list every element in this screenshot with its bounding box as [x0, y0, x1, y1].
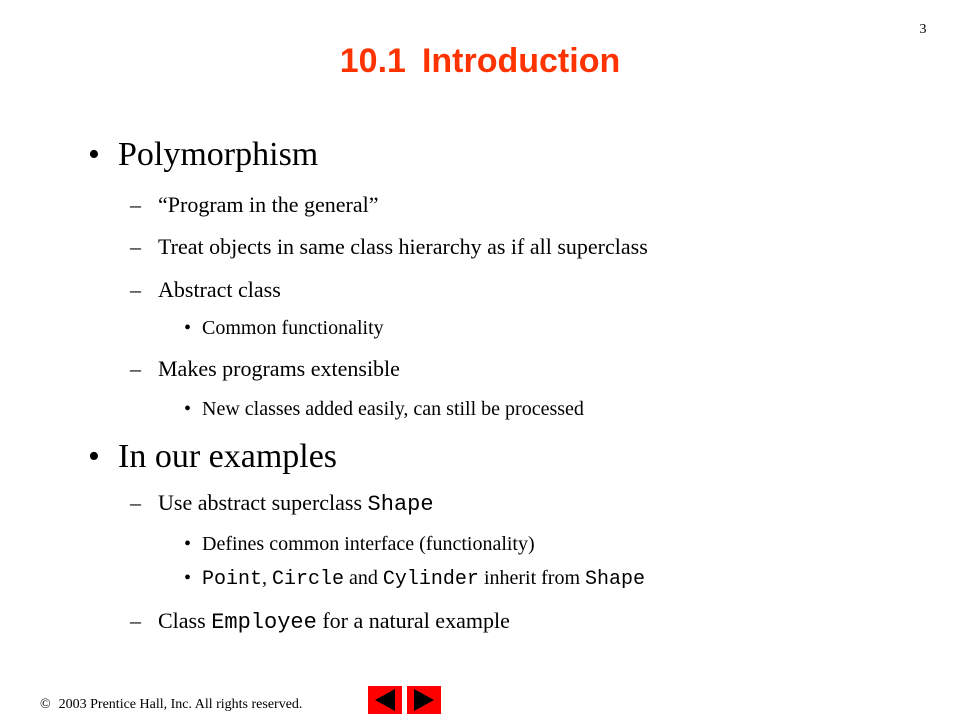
bullet-in-our-examples — [88, 438, 337, 476]
triangle-right-icon — [407, 686, 441, 714]
subbullet-abstract-superclass — [130, 490, 434, 517]
bullet-text: Polymorphism — [118, 136, 319, 173]
bullet-dot: • — [184, 317, 192, 339]
dash: – — [130, 234, 141, 259]
separator: , — [262, 567, 273, 589]
dash: – — [130, 490, 141, 515]
subbullet-text — [158, 608, 510, 633]
subsubbullet-new-classes — [184, 398, 584, 421]
bullet-dot: • — [88, 136, 100, 173]
slide-number: 3 — [919, 22, 927, 37]
code-shape: Shape — [367, 492, 434, 517]
bullet-polymorphism — [88, 136, 318, 174]
subsubbullet-text — [202, 567, 645, 589]
footer-copyright — [40, 697, 302, 713]
copyright-symbol: © — [40, 697, 51, 712]
code-employee: Employee — [211, 610, 317, 635]
subbullet-treat-objects — [130, 234, 648, 260]
section-number: 10.1 — [339, 42, 406, 80]
separator: inherit from — [478, 567, 586, 589]
code-point: Point — [202, 568, 263, 591]
subsubbullet-defines-interface — [184, 533, 535, 556]
dash: – — [130, 277, 141, 302]
dash: – — [130, 192, 141, 217]
subbullet-extensible — [130, 356, 400, 382]
previous-slide-button[interactable] — [368, 686, 402, 714]
subbullet-program-general — [130, 192, 379, 218]
subbullet-text: “Program in the general” — [158, 192, 379, 217]
slide-title — [0, 42, 960, 81]
text-after: for a natural example — [316, 608, 510, 633]
subbullet-class-employee — [130, 608, 510, 635]
bullet-text: In our examples — [118, 438, 338, 475]
subsubbullet-text: Common functionality — [202, 317, 384, 339]
subbullet-text: Makes programs extensible — [158, 356, 400, 381]
subbullet-text: Treat objects in same class hierarchy as if all superclass — [158, 234, 648, 259]
bullet-dot: • — [184, 567, 192, 589]
separator: and — [344, 567, 383, 589]
subsubbullet-common-functionality — [184, 317, 384, 340]
code-circle: Circle — [272, 568, 345, 591]
text-before: Class — [158, 608, 212, 633]
title-text: Introduction — [421, 42, 621, 80]
text-before: Use abstract superclass — [158, 490, 368, 515]
next-slide-button[interactable] — [407, 686, 441, 714]
dash: – — [130, 356, 141, 381]
triangle-left-icon — [368, 686, 402, 714]
subbullet-text — [158, 490, 434, 515]
bullet-dot: • — [184, 398, 192, 420]
code-shape: Shape — [585, 568, 646, 591]
subsubbullet-text: New classes added easily, can still be processed — [202, 398, 584, 420]
subsubbullet-text: Defines common interface (functionality) — [202, 533, 535, 555]
subsubbullet-inherit-from-shape — [184, 567, 645, 591]
bullet-dot: • — [184, 533, 192, 555]
dash: – — [130, 608, 141, 633]
copyright-text: 2003 Prentice Hall, Inc. All rights reserved. — [58, 697, 303, 712]
bullet-dot: • — [88, 438, 100, 475]
subbullet-text: Abstract class — [158, 277, 281, 302]
subbullet-abstract-class — [130, 277, 281, 303]
code-cylinder: Cylinder — [382, 568, 479, 591]
